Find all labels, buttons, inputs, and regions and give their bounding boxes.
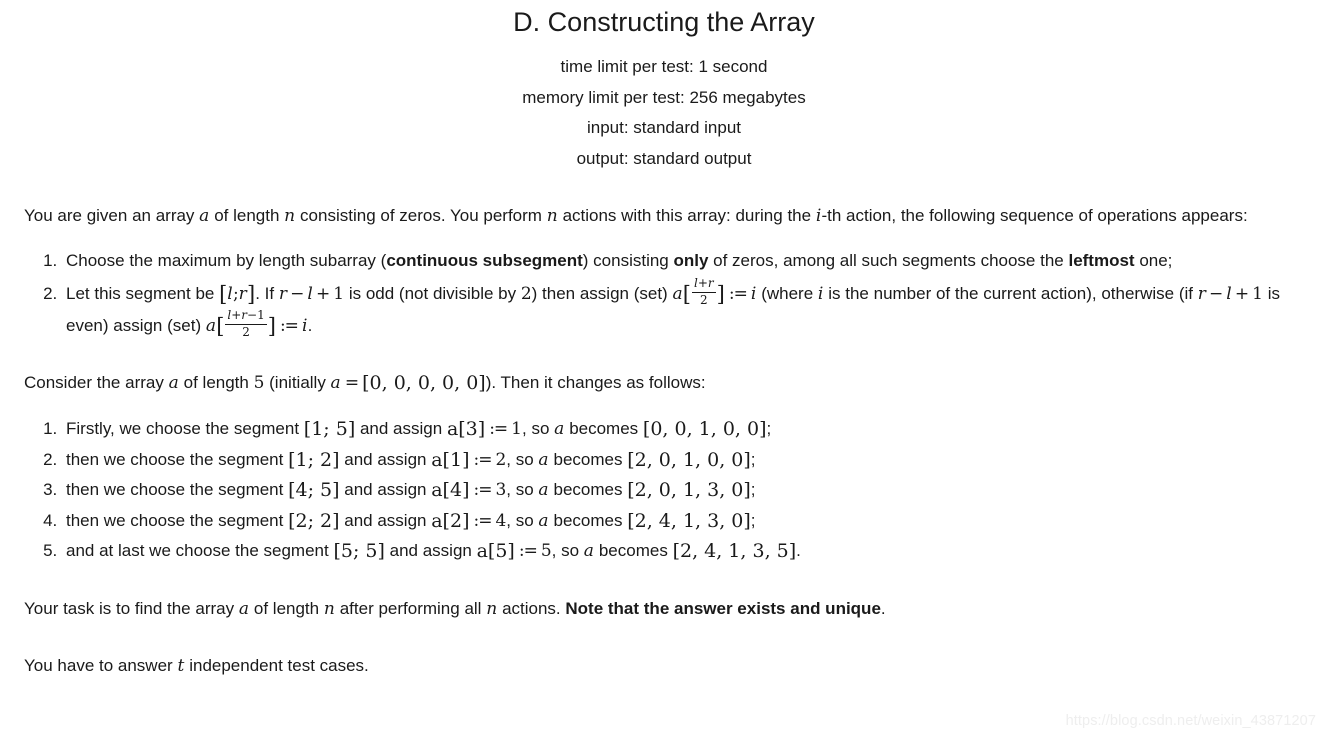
math-var-i-2: i bbox=[817, 284, 824, 304]
frac2-num-minus-one: −1 bbox=[247, 308, 265, 323]
step-becomes: becomes bbox=[594, 541, 673, 560]
step-array-var: a bbox=[538, 510, 549, 531]
task-text-2: of length bbox=[249, 598, 324, 618]
task-math-n: n bbox=[323, 598, 335, 619]
step-assign-value: 3 bbox=[495, 480, 507, 500]
initial-array-value: [0, 0, 0, 0, 0] bbox=[362, 372, 486, 394]
assign-operator-2: := bbox=[279, 316, 298, 336]
step-array-var: a bbox=[554, 419, 565, 439]
intro-paragraph bbox=[24, 201, 1304, 231]
step-assign-op: := bbox=[473, 480, 492, 500]
list-item bbox=[62, 536, 1304, 567]
step-prefix: Firstly, we choose the segment bbox=[66, 419, 304, 438]
task-text-3: after performing all bbox=[335, 598, 487, 618]
fraction-l-plus-r-over-2 bbox=[692, 277, 716, 307]
step-assign-target: a[2] bbox=[431, 509, 470, 532]
step-segment: [2; 2] bbox=[288, 509, 340, 532]
step-prefix: then we choose the segment bbox=[66, 449, 289, 469]
frac2-num-r: r bbox=[241, 308, 248, 323]
step-assign-target: a[3] bbox=[446, 418, 486, 440]
fraction2-numerator bbox=[225, 309, 266, 324]
step-assign-target: a[1] bbox=[431, 448, 470, 471]
list-item bbox=[62, 414, 1304, 445]
intro-text-2: of length bbox=[209, 206, 285, 225]
fraction-l-plus-r-minus-1-over-2 bbox=[225, 309, 266, 339]
frac2-num-plus: + bbox=[231, 308, 242, 323]
math-expr2-one: 1 bbox=[1252, 284, 1263, 304]
step-result-array: [2, 0, 1, 3, 0] bbox=[627, 479, 751, 501]
math-operator2-plus: + bbox=[1234, 284, 1250, 304]
step-mid: and assign bbox=[339, 510, 432, 530]
step-after: , so bbox=[506, 510, 539, 530]
step-result-array: [0, 0, 1, 0, 0] bbox=[642, 418, 767, 440]
rule1-text-1: Choose the maximum by length subarray ( bbox=[66, 251, 387, 270]
bracket-close-index-1: ] bbox=[716, 282, 725, 306]
step-becomes: becomes bbox=[548, 480, 628, 499]
rule2-text-3: is odd (not divisible by bbox=[344, 284, 521, 303]
step-mid: and assign bbox=[384, 541, 477, 560]
step-becomes: becomes bbox=[564, 419, 643, 438]
testcases-text-1: You have to answer bbox=[24, 655, 178, 675]
consider-text-2: of length bbox=[178, 373, 254, 392]
math-value-i-2: i bbox=[301, 316, 308, 336]
step-assign-op: := bbox=[473, 510, 492, 531]
consider-text-3: (initially bbox=[264, 373, 331, 392]
rule2-text-4: ) then assign (set) bbox=[531, 284, 673, 303]
problem-statement bbox=[0, 201, 1328, 681]
assign-operator-1: := bbox=[728, 284, 747, 304]
fraction-numerator bbox=[692, 277, 716, 292]
list-item bbox=[62, 506, 1304, 537]
rule2-text-1: Let this segment be bbox=[66, 284, 220, 303]
segment-separator: ; bbox=[232, 284, 239, 304]
step-assign-target: a[4] bbox=[431, 479, 470, 501]
step-terminator: ; bbox=[750, 480, 756, 499]
rule1-text-4: one; bbox=[1134, 251, 1173, 270]
step-terminator: ; bbox=[766, 419, 772, 438]
list-item bbox=[62, 445, 1304, 476]
bracket-close-index-2: ] bbox=[267, 314, 276, 338]
step-assign-op: := bbox=[489, 419, 508, 439]
problem-header bbox=[0, 0, 1328, 174]
step-terminator: ; bbox=[750, 449, 756, 469]
step-assign-value: 1 bbox=[511, 419, 522, 439]
step-after: , so bbox=[506, 480, 539, 499]
task-text-4: actions. bbox=[497, 598, 566, 618]
rule1-bold-leftmost: leftmost bbox=[1068, 251, 1135, 270]
math-expr2-r: r bbox=[1197, 284, 1207, 304]
output-spec-line: output: standard output bbox=[576, 148, 752, 168]
task-text-5: . bbox=[880, 598, 886, 618]
testcases-math-t: t bbox=[177, 655, 185, 676]
step-prefix: and at last we choose the segment bbox=[66, 541, 334, 560]
step-assign-op: := bbox=[518, 541, 537, 561]
operation-rules-list bbox=[24, 245, 1304, 342]
rule-item-2 bbox=[62, 278, 1304, 342]
fraction-denominator: 2 bbox=[699, 292, 708, 307]
math-array-a-2: a bbox=[205, 316, 217, 336]
fraction2-denominator: 2 bbox=[242, 324, 250, 339]
step-assign-value: 2 bbox=[495, 449, 507, 470]
step-mid: and assign bbox=[339, 449, 432, 469]
rule1-bold-only: only bbox=[673, 251, 709, 270]
step-after: , so bbox=[522, 419, 555, 438]
step-prefix: then we choose the segment bbox=[66, 510, 289, 530]
step-assign-target: a[5] bbox=[476, 540, 515, 562]
math-expr-one: 1 bbox=[333, 284, 345, 304]
step-result-array: [2, 0, 1, 0, 0] bbox=[627, 448, 751, 471]
example-intro-paragraph bbox=[24, 368, 1304, 398]
step-array-var: a bbox=[583, 541, 595, 561]
rule2-text-6: is the number of the current action), otherwise (if bbox=[823, 284, 1198, 303]
rule2-text-8: . bbox=[307, 316, 313, 335]
math-expr-l: l bbox=[307, 284, 314, 304]
frac2-num-l: l bbox=[227, 308, 232, 323]
rule-item-1 bbox=[62, 245, 1304, 276]
task-note-bold: Note that the answer exists and unique bbox=[565, 598, 881, 618]
input-spec-line: input: standard input bbox=[586, 118, 742, 137]
math-number-two: 2 bbox=[520, 284, 532, 304]
step-segment: [4; 5] bbox=[288, 479, 340, 501]
step-becomes: becomes bbox=[548, 510, 628, 530]
rule2-text-7: is even) assign (set) bbox=[66, 284, 1280, 335]
rule2-text-5: (where bbox=[756, 284, 818, 303]
intro-text-3: consisting of zeros. You perform bbox=[295, 206, 547, 225]
list-item bbox=[62, 475, 1304, 506]
bracket-open-index-2: [ bbox=[216, 314, 225, 338]
frac1-num-plus: + bbox=[697, 276, 708, 291]
task-paragraph bbox=[24, 594, 1304, 624]
example-steps-list bbox=[24, 414, 1304, 567]
step-assign-value: 5 bbox=[540, 541, 552, 561]
step-becomes: becomes bbox=[548, 449, 628, 469]
bracket-open-segment: [ bbox=[219, 282, 228, 306]
step-assign-value: 4 bbox=[495, 510, 507, 531]
step-mid: and assign bbox=[355, 419, 447, 438]
rule2-text-2: . If bbox=[255, 284, 279, 303]
equals-operator: = bbox=[344, 373, 359, 393]
math-var-n: n bbox=[284, 206, 296, 226]
bracket-open-index-1: [ bbox=[682, 282, 691, 306]
task-math-a: a bbox=[238, 598, 250, 619]
consider-math-a: a bbox=[168, 373, 179, 393]
step-array-var: a bbox=[538, 449, 549, 470]
task-math-n-2: n bbox=[486, 598, 498, 619]
math-expr2-l: l bbox=[1226, 284, 1232, 304]
math-var-r: r bbox=[238, 284, 247, 304]
consider-text-1: Consider the array bbox=[24, 373, 169, 392]
step-terminator: . bbox=[796, 541, 801, 560]
step-array-var: a bbox=[538, 480, 549, 500]
step-assign-op: := bbox=[473, 449, 492, 470]
step-terminator: ; bbox=[750, 510, 756, 530]
intro-text-5: -th action, the following sequence of operations appears: bbox=[821, 206, 1248, 225]
math-var-n-2: n bbox=[546, 206, 558, 226]
step-after: , so bbox=[506, 449, 539, 469]
bracket-close-segment: ] bbox=[247, 282, 256, 306]
rule1-text-2: ) consisting bbox=[582, 251, 674, 270]
step-result-array: [2, 4, 1, 3, 5] bbox=[672, 540, 797, 562]
frac1-num-l: l bbox=[693, 276, 698, 291]
step-after: , so bbox=[551, 541, 584, 560]
intro-text-4: actions with this array: during the bbox=[557, 206, 816, 225]
math-var-a: a bbox=[199, 206, 210, 226]
intro-text-1: You are given an array bbox=[24, 206, 200, 225]
watermark-url: https://blog.csdn.net/weixin_43871207 bbox=[1065, 713, 1316, 729]
step-segment: [1; 2] bbox=[288, 448, 340, 471]
math-operator-plus: + bbox=[316, 284, 331, 304]
test-cases-paragraph bbox=[24, 651, 1304, 681]
step-prefix: then we choose the segment bbox=[66, 480, 289, 499]
testcases-text-2: independent test cases. bbox=[184, 655, 369, 675]
consider-text-4: ). Then it changes as follows: bbox=[485, 373, 706, 392]
math-operator2-minus: − bbox=[1209, 284, 1224, 304]
time-limit-line: time limit per test: 1 second bbox=[560, 57, 768, 76]
step-result-array: [2, 4, 1, 3, 0] bbox=[627, 509, 751, 532]
task-text-1: Your task is to find the array bbox=[24, 598, 239, 618]
step-mid: and assign bbox=[339, 480, 432, 499]
math-array-a: a bbox=[672, 284, 683, 304]
page-title: D. Constructing the Array bbox=[513, 7, 815, 37]
step-segment: [5; 5] bbox=[333, 540, 385, 562]
math-operator-minus: − bbox=[290, 284, 305, 304]
memory-limit-line: memory limit per test: 256 megabytes bbox=[522, 87, 806, 107]
math-expr-r: r bbox=[278, 284, 288, 304]
math-var-l: l bbox=[227, 284, 233, 304]
frac1-num-r: r bbox=[707, 276, 714, 291]
rule1-bold-continuous-subsegment: continuous subsegment bbox=[386, 251, 583, 270]
consider-length-five: 5 bbox=[253, 373, 265, 393]
step-segment: [1; 5] bbox=[303, 418, 356, 440]
consider-math-a-2: a bbox=[330, 373, 341, 393]
math-value-i: i bbox=[750, 284, 757, 304]
rule1-text-3: of zeros, among all such segments choose the bbox=[708, 251, 1069, 270]
math-var-i: i bbox=[815, 206, 822, 226]
